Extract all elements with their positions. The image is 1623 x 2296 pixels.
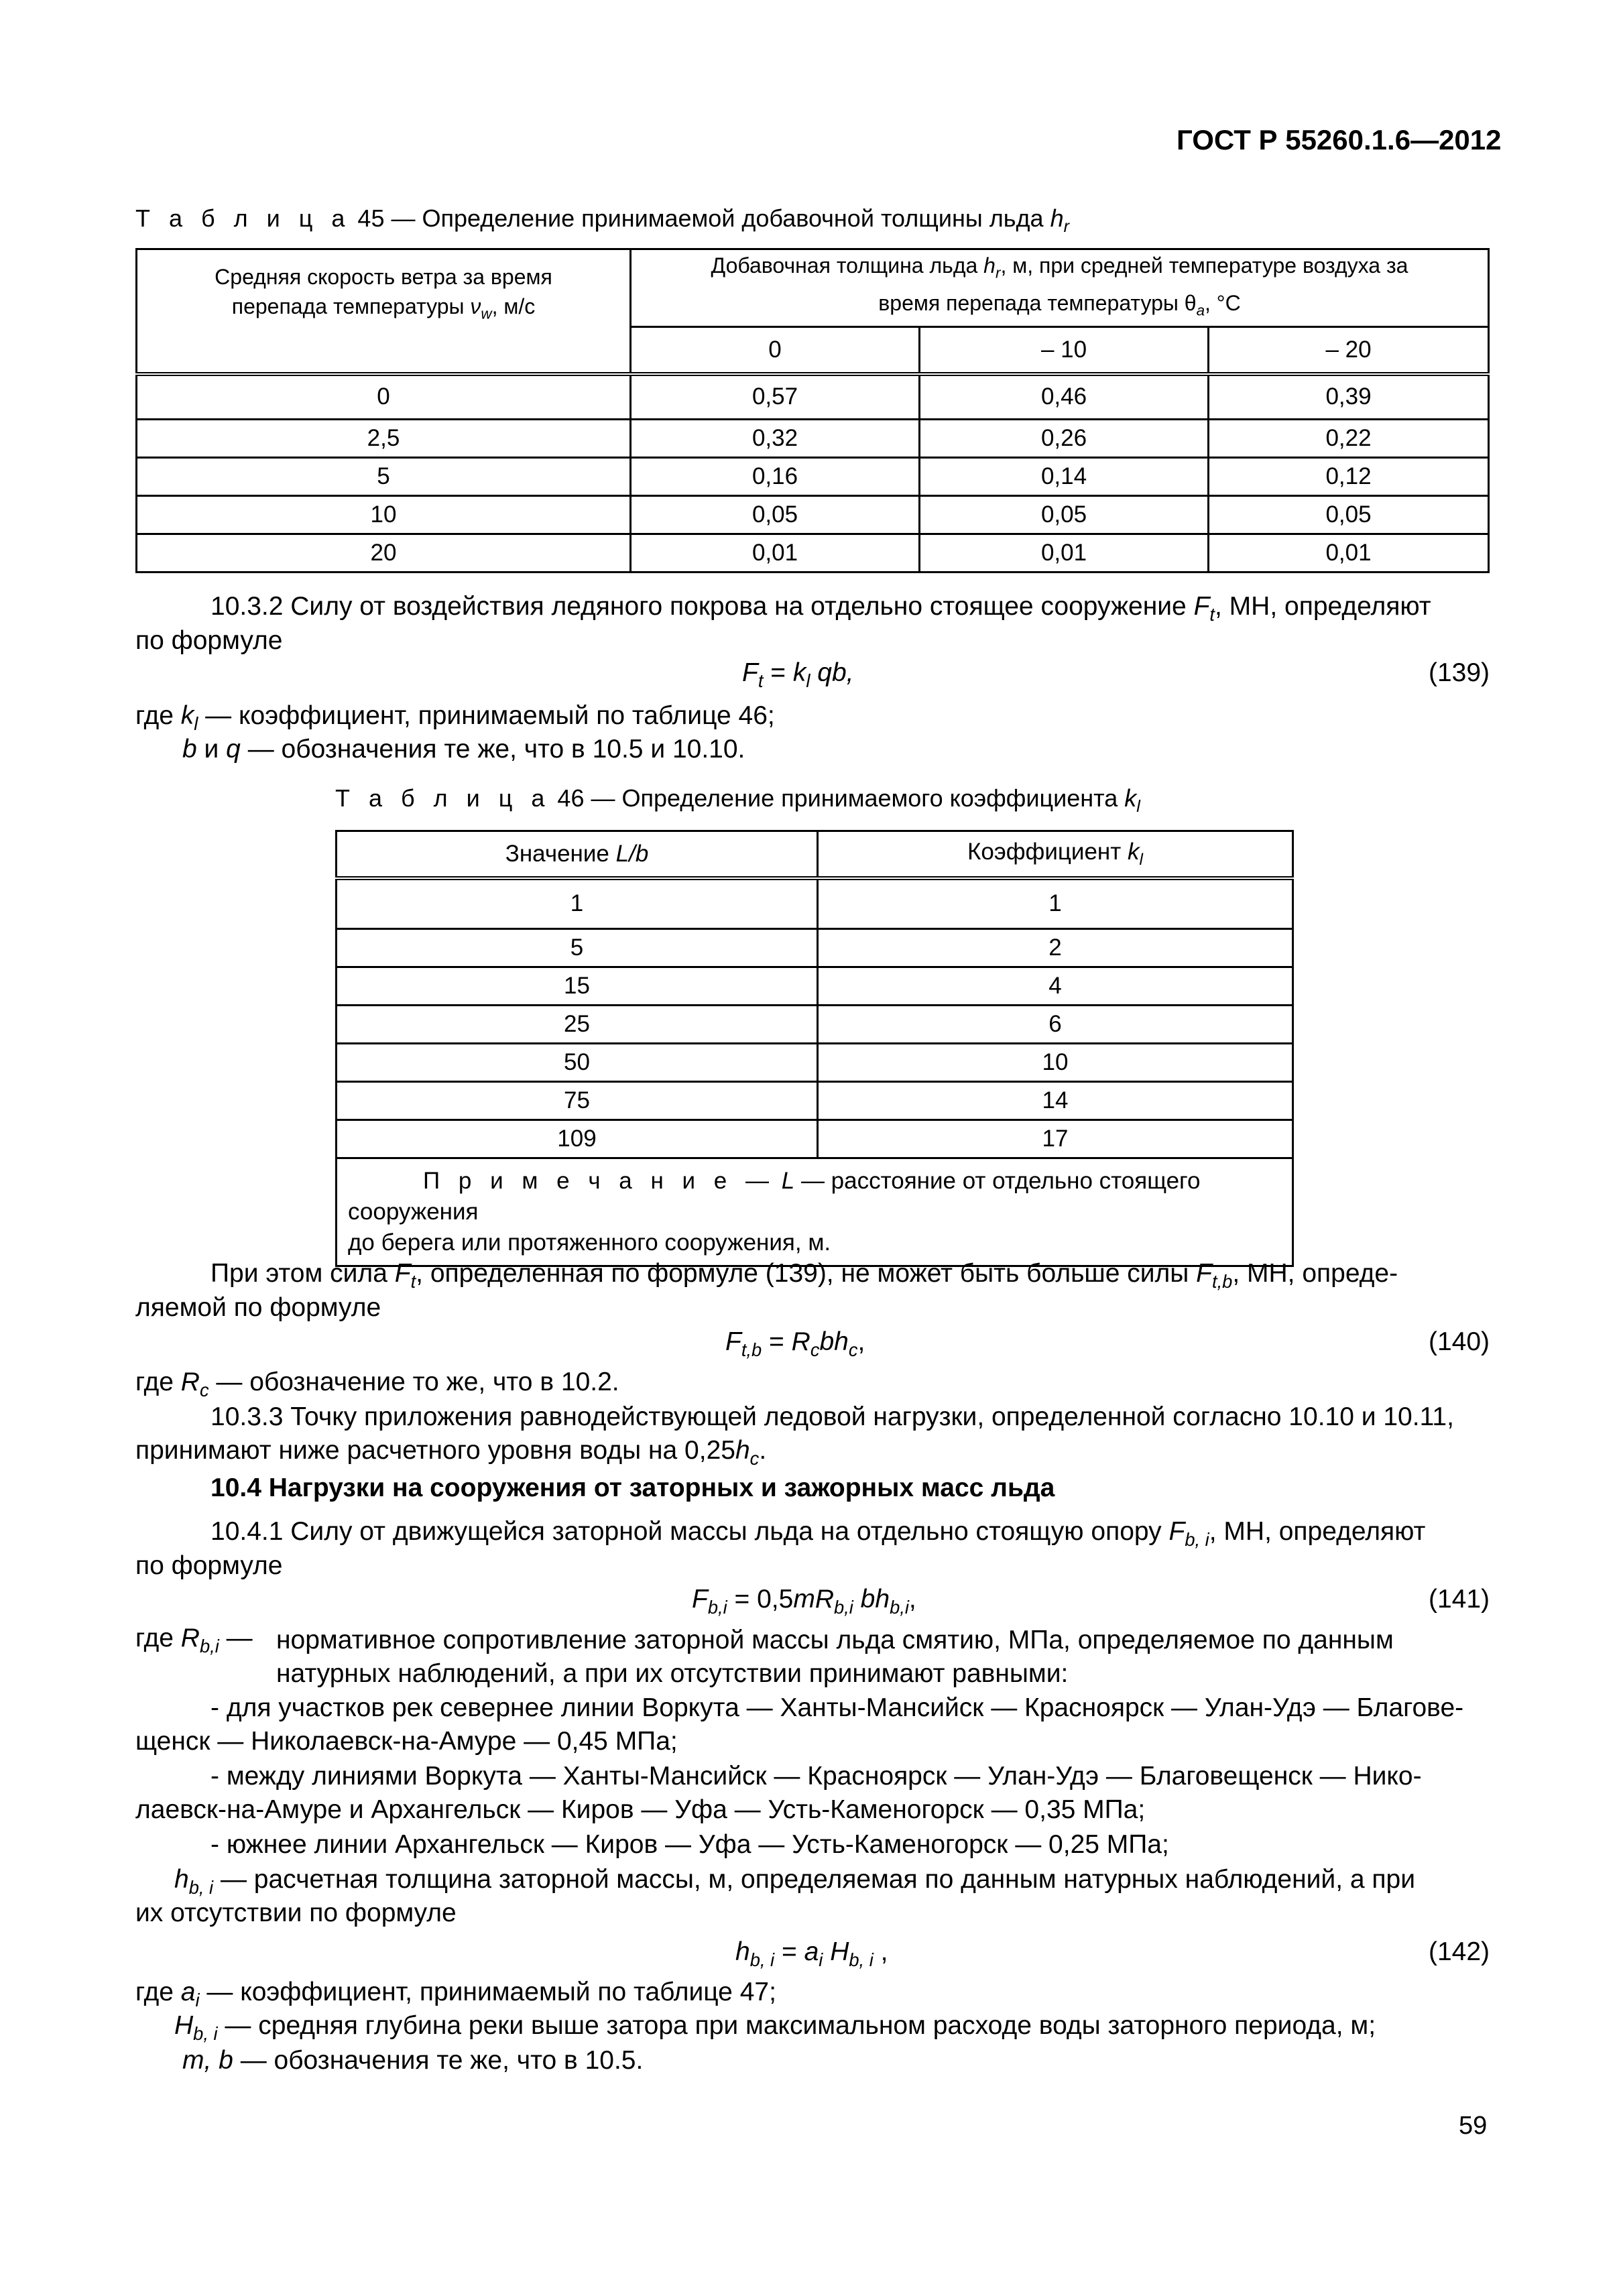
where-141-h-line2: их отсутствии по формуле (135, 1898, 457, 1927)
where-139-line1: где $k_l$ — коэффициент, принимаемый по таблице 46; (135, 701, 775, 734)
list-item: - между линиями Воркута — Ханты-Мансийск — Красноярск — Улан-Удэ — Благовещенск — Нико- (211, 1762, 1422, 1791)
formula-139: $F_t = k_l$ qb, (139) (742, 658, 1490, 691)
header-ratio: Значение L/b (337, 831, 818, 878)
where-141-label: где $R_{b,i}$ — (135, 1624, 253, 1656)
list-item: - южнее линии Архангельск — Киров — Уфа — Усть-Каменогорск — 0,25 МПа; (211, 1830, 1169, 1859)
where-141-text: нормативное сопротивление заторной массы льда смятию, МПа, определяемое по данным натурных наблюдений, а при их отсутствии принимают равными: (276, 1626, 1394, 1688)
header-coefficient: Коэффициент $k_l$ (818, 831, 1293, 878)
table-cell: 0,14 (920, 458, 1209, 496)
table-cell: 0,05 (631, 496, 920, 534)
list-item: - для участков рек севернее линии Воркута — Ханты-Мансийск — Красноярск — Улан-Удэ — Благове- (211, 1693, 1464, 1722)
table-row: 5 2 (337, 929, 1293, 967)
table-45-caption (135, 204, 1069, 237)
caption-sub: r (1063, 217, 1069, 237)
header-temp-minus10: – 10 (920, 327, 1209, 374)
table-row (137, 458, 1489, 496)
table-row (137, 420, 1489, 458)
paragraph-10-3-3-line1: 10.3.3 Точку приложения равнодействующей ледовой нагрузки, определенной согласно 10.10 и 10.11, (211, 1402, 1454, 1431)
table-cell: 0,05 (1209, 496, 1489, 534)
paragraph-10-4-1: 10.4.1 Силу от движущейся заторной массы льда на отдельно стоящую опору $F_{b, i}$, МН, определяют (211, 1517, 1426, 1550)
table-cell: 0,26 (920, 420, 1209, 458)
table-row (137, 374, 1489, 420)
where-140: где $R_c$ — обозначение то же, что в 10.2. (135, 1368, 619, 1400)
paragraph-10-3-2-line2: по формуле (135, 626, 283, 655)
table-row: 50 10 (337, 1044, 1293, 1082)
caption-var: h (1050, 204, 1064, 232)
paragraph-10-3-3-line2: принимают ниже расчетного уровня воды на $0,25h_c$. (135, 1436, 767, 1469)
table-row: 109 17 (337, 1120, 1293, 1158)
page-number: 59 (1459, 2112, 1488, 2140)
table-cell: 10 (137, 496, 631, 534)
table-caption-prefix: Т а б л и ц а (135, 204, 351, 232)
header-wind-speed: Средняя скорость ветра за время перепада температуры $\nu_w$, м/с (137, 249, 631, 374)
table-cell: 0,01 (1209, 534, 1489, 572)
table-cell: 2,5 (137, 420, 631, 458)
list-item: щенск — Николаевск-на-Амуре — 0,45 МПа; (135, 1727, 678, 1756)
table-46 (335, 830, 1294, 1267)
table-cell: 0,16 (631, 458, 920, 496)
where-142-a: где $a_i$ — коэффициент, принимаемый по таблице 47; (135, 1978, 776, 2010)
where-141-h: $h_{b, i}$ — расчетная толщина заторной массы, м, определяемая по данным натурных наблюдений, а при (174, 1865, 1415, 1898)
where-142-mb: m, b — обозначения те же, что в 10.5. (182, 2046, 644, 2075)
table-cell: 0,57 (631, 374, 920, 420)
table-row: 1 1 (337, 878, 1293, 929)
paragraph-force-limit: При этом сила $F_t$, определенная по формуле (139), не может быть больше силы $F_{t,b}$, МН, опреде- (211, 1259, 1398, 1292)
paragraph-10-3-2: 10.3.2 Силу от воздействия ледяного покрова на отдельно стоящее сооружение $F_t$, МН, определяют (211, 592, 1431, 625)
table-45 (135, 248, 1490, 573)
table-cell: 0,12 (1209, 458, 1489, 496)
table-cell: 20 (137, 534, 631, 572)
document-code: ГОСТ Р 55260.1.6—2012 (1177, 124, 1502, 156)
table-cell: 0,01 (631, 534, 920, 572)
paragraph-10-4-1-line2: по формуле (135, 1551, 283, 1580)
where-139-line2: b и q — обозначения те же, что в 10.5 и 10.10. (182, 735, 745, 764)
header-ice-thickness: Добавочная толщина льда $h_r$, м, при средней температуре воздуха за время перепада температуры $\theta_a$, °С (631, 249, 1489, 327)
section-heading-10-4: 10.4 Нагрузки на сооружения от заторных и зажорных масс льда (211, 1473, 1055, 1502)
table-row (137, 496, 1489, 534)
table-cell: 0,05 (920, 496, 1209, 534)
formula-number: (139) (1428, 658, 1490, 687)
formula-140: $F_{t,b} = R_cbh_c$, (140) (725, 1327, 1490, 1360)
paragraph-force-limit-line2: ляемой по формуле (135, 1293, 381, 1322)
table-cell: 0,32 (631, 420, 920, 458)
table-cell: 0,22 (1209, 420, 1489, 458)
table-cell: 0,39 (1209, 374, 1489, 420)
formula-141: $F_{b,i} = 0,5mR_{b,i}$ $bh_{b,i}$, (141) (692, 1585, 1490, 1618)
header-temp-minus20: – 20 (1209, 327, 1489, 374)
table-row: 15 4 (337, 967, 1293, 1006)
header-temp-0: 0 (631, 327, 920, 374)
table-cell: 5 (137, 458, 631, 496)
table-caption-text: 45 — Определение принимаемой добавочной толщины льда (357, 204, 1044, 232)
table-note: П р и м е ч а н и е — L — расстояние от отдельно стоящего сооружения до берега или протяженного сооружения, м. (337, 1158, 1293, 1266)
table-row: 25 6 (337, 1006, 1293, 1044)
formula-number: (140) (1428, 1327, 1490, 1356)
list-item: лаевск-на-Амуре и Архангельск — Киров — Уфа — Усть-Каменогорск — 0,35 МПа; (135, 1795, 1146, 1824)
table-cell: 0,01 (920, 534, 1209, 572)
where-142-H: $H_{b, i}$ — средняя глубина реки выше затора при максимальном расходе воды заторного периода, м; (174, 2011, 1376, 2044)
formula-number: (142) (1428, 1937, 1490, 1966)
table-46-caption: Т а б л и ц а 46 — Определение принимаемого коэффициента $k_l$ (335, 784, 1140, 817)
table-cell: 0,46 (920, 374, 1209, 420)
table-row: 75 14 (337, 1082, 1293, 1120)
table-cell: 0 (137, 374, 631, 420)
formula-number: (141) (1428, 1585, 1490, 1614)
table-row (137, 534, 1489, 572)
formula-142: $h_{b, i} = a_i$ $H_{b, i}$ , (142) (735, 1937, 1490, 1970)
